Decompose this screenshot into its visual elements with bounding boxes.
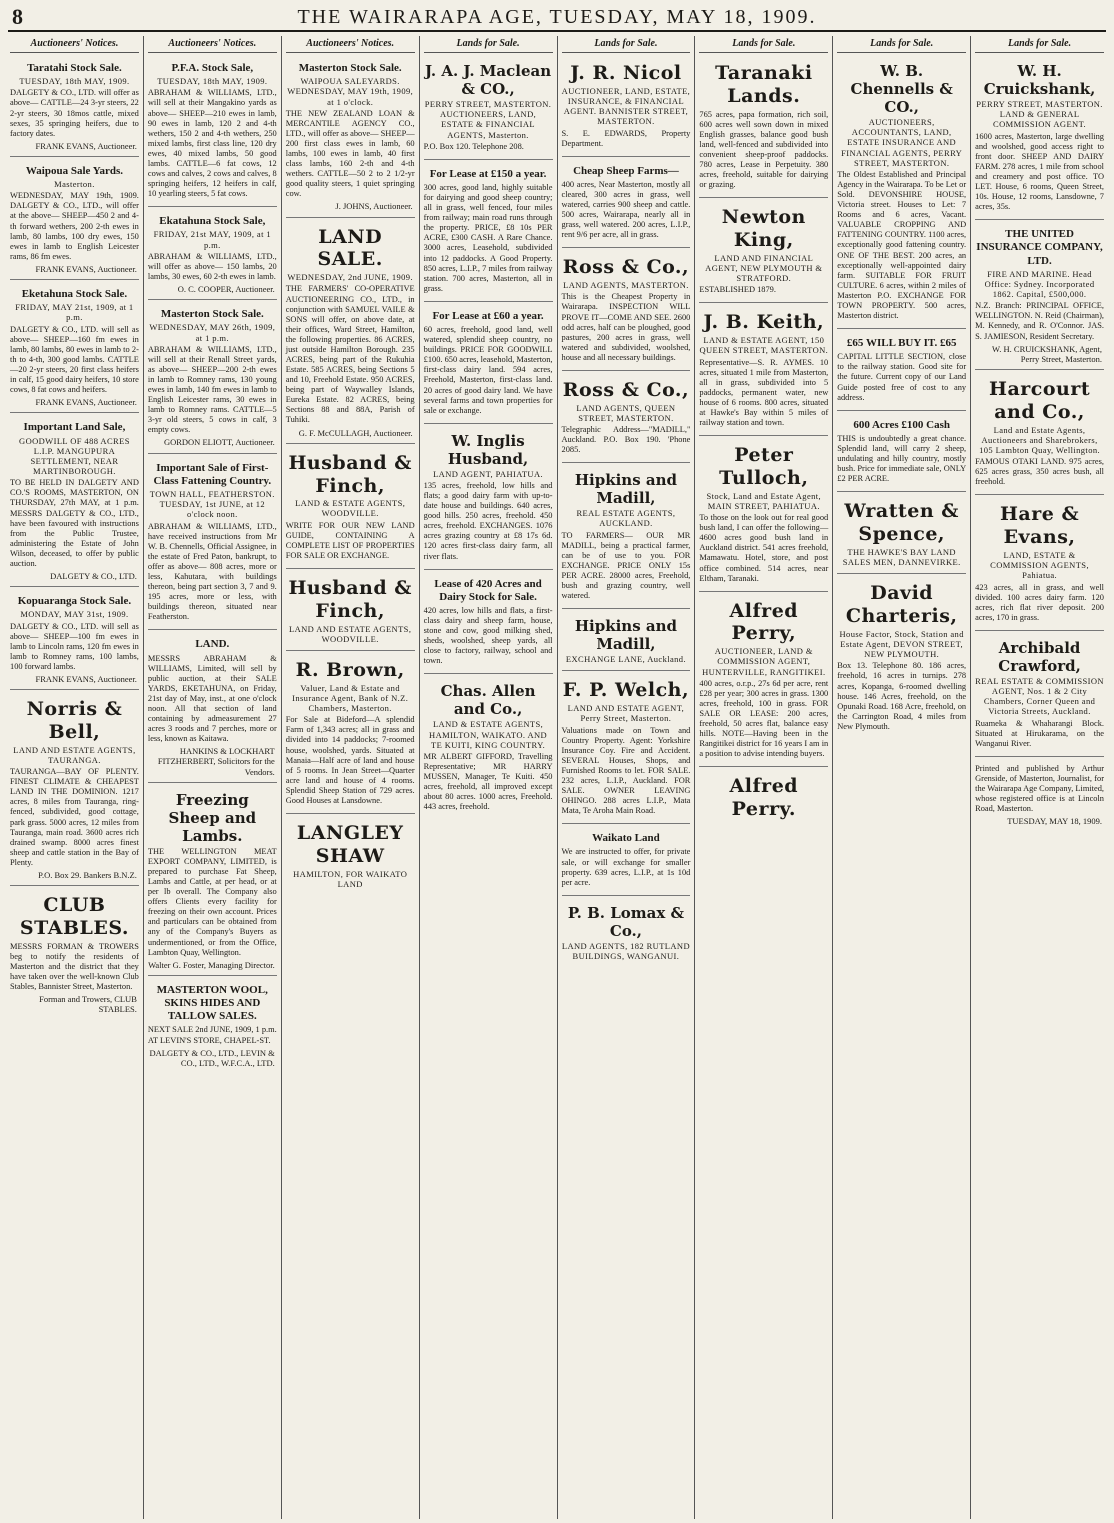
- ad-body: DALGETY & CO., LTD. will sell as above— SHEEP—100 fm ewes in lamb to Lincoln rams, 120 fm ewes in lamb to Romney rams, 100 lambs, 100 forward lambs.: [10, 621, 139, 671]
- ad-heading: W. H. Cruickshank,: [983, 62, 1096, 98]
- ad-subheading: LAND AGENTS, MASTERTON.: [563, 280, 689, 291]
- ad-heading: P.F.A. Stock Sale,: [171, 62, 254, 74]
- advertisement: [699, 200, 828, 303]
- ad-signature: FRANK EVANS, Auctioneer.: [35, 397, 137, 408]
- ad-body: 135 acres, freehold, low hills and flats; a good dairy farm with up-to-date house and buildings. 640 acres, good hills. 250 acres, freehold. 450 acres, freehold. EXCHANGES. 1076 acres grazing country at £8 17s 6d. 120 acres first-class dairy farm, all river flats.: [423, 480, 553, 561]
- advertisement: [10, 415, 139, 587]
- ad-signature: FRANK EVANS, Auctioneer.: [35, 673, 137, 684]
- ad-heading: Masterton Stock Sale.: [160, 308, 264, 321]
- column-category-header: Lands for Sale.: [562, 36, 691, 53]
- ad-body: Representative—S. R. AYMES. 10 acres, situated 1 mile from Masterton, all in grass, subdivided into 5 paddocks, permanent water, new house of 6 rooms. 800 acres, situated at Hawke's Bay within 5 miles of railway station and town.: [699, 357, 829, 428]
- ad-heading: David Charteris,: [845, 582, 958, 628]
- column-3: [282, 36, 420, 1519]
- advertisement: [975, 759, 1104, 832]
- ad-heading: Masterton Stock Sale.: [298, 62, 402, 74]
- column-4: [420, 36, 558, 1519]
- ad-heading: W. B. Chennells & CO.,: [850, 62, 953, 116]
- ad-body: MESSRS FORMAN & TROWERS beg to notify the residents of Masterton and the district that they have taken over the well-known Club Stables, Bannister Street, Masterton.: [10, 941, 139, 991]
- ad-heading: CLUB STABLES.: [19, 894, 129, 939]
- column-category-header: Auctioneers' Notices.: [148, 36, 277, 53]
- ad-body: THE WELLINGTON MEAT EXPORT COMPANY, LIMITED, is prepared to purchase Fat Sheep, Lambs and Cattle, at per head, or at per lb overall. The Company also offers Clients every facility for freezing on their own account. Prices and particulars can be obtained from any of the Company's Buyers as undermentioned, or from the Office, Lambton Quay, Wellington.: [147, 846, 277, 957]
- masthead: [8, 4, 1106, 32]
- ad-heading: LAND SALE.: [317, 225, 383, 271]
- ad-heading: J. B. Keith,: [703, 311, 825, 334]
- ad-body: Valuations made on Town and Country Property. Agent: Yorkshire Insurance Coy. Fire and Accident. SEVERAL Houses, Shops, and Furnished Rooms to let. FOR SALE. 232 acres, L.I.P., Auckland. FOR SALE. OWNER LEAVING OHINGO. 288 acres L.I.P., Mata Mata, Te Aroha Main Road.: [561, 725, 691, 816]
- ad-subheading: HAMILTON, FOR WAIKATO LAND: [293, 868, 408, 889]
- ad-heading: P. B. Lomax & Co.,: [567, 903, 685, 940]
- ad-subheading: GOODWILL OF 488 ACRES L.I.P. MANGUPURA SETTLEMENT, NEAR MARTINBOROUGH.: [19, 435, 130, 477]
- ad-body: FAMOUS OTAKI LAND. 975 acres, 625 acres grass, 350 acres bush, all freehold.: [975, 457, 1104, 487]
- ad-signature: W. H. CRUICKSHANK, Agent, Perry Street, Masterton.: [992, 343, 1102, 364]
- advertisement: [148, 209, 277, 300]
- advertisement: [424, 676, 553, 819]
- ad-heading: Hipkins and Madill,: [574, 617, 677, 654]
- ad-heading: Hare & Evans,: [999, 503, 1080, 549]
- advertisement: [10, 888, 139, 1019]
- advertisement: [975, 56, 1104, 220]
- ad-subheading: LAND, ESTATE & COMMISSION AGENTS, Pahiatua.: [990, 549, 1089, 581]
- ad-body: We are instructed to offer, for private sale, or will exchange for smaller property. 639 acres, L.I.P., at 1s 10d per acre.: [561, 847, 691, 887]
- advertisement: [562, 56, 691, 157]
- ad-heading: Ekatahuna Stock Sale,: [159, 215, 266, 228]
- column-category-header: Auctioneers' Notices.: [10, 36, 139, 53]
- ad-signature: FRANK EVANS, Auctioneer.: [35, 140, 137, 151]
- ad-body: The Oldest Established and Principal Agency in the Wairarapa. To be Let or Sold. DEVONSHIRE HOUSE, Victoria street. Houses to Let: 7 Rooms and 6 acres, Vacant. VALUABLE CROPPING AND FATTENING COUNTRY. 1100 acres, exceptionally good fattening country. ONE OF THE BEST. 200 acres, an exceptionally well-appointed dairy farm. SUITABLE FOR FRUIT CULTURE. 6 acres, within 2 miles of Masterton P.O. EXCHANGE FOR TOWN PROPERTY. 500 acres, Masterton district.: [837, 169, 967, 321]
- advertisement: [424, 162, 553, 302]
- column-2: [144, 36, 282, 1519]
- ad-body: 400 acres, o.r.p., 27s 6d per acre, rent £28 per year; 300 acres in grass. 1300 acres, freehold, 100 in grass. FOR SALE OR LEASE: 200 acres, freehold, 50 acres flat, balance easy hills. NOTE—Having been in the Rangitikei district for 16 years I am in a position to advise intending buyers.: [699, 678, 829, 759]
- ad-heading: Ross & Co.,: [562, 378, 690, 401]
- ad-heading: Waikato Land: [592, 832, 660, 845]
- columns-container: [6, 36, 1108, 1519]
- ad-body: To those on the look out for real good bush land, I can offer the following— 4600 acres good bush land in Auckland district. 541 acres freehold, Mamawatu. Hotel, store, and post office combined. 514 acres, near Eltham, Taranaki.: [699, 513, 829, 583]
- ad-heading: J. R. Nicol: [570, 62, 682, 84]
- advertisement: [286, 220, 415, 444]
- advertisement: [562, 465, 691, 609]
- ad-body: ESTABLISHED 1879.: [699, 285, 776, 295]
- ad-subheading: AUCTIONEERS, ACCOUNTANTS, LAND, ESTATE INSURANCE AND FINANCIAL AGENTS, PERRY STREET, MASTERTON.: [841, 117, 963, 168]
- ad-heading: Waipoua Sale Yards.: [25, 164, 123, 177]
- ad-body: 423 acres, all in grass, and well divided. 100 acres dairy farm. 120 acres, rich flat river deposit. 200 acres, 170 in grass.: [975, 582, 1104, 622]
- advertisement: [424, 304, 553, 424]
- ad-subheading: MONDAY, MAY 31st, 1909.: [20, 609, 129, 620]
- advertisement: [699, 305, 828, 436]
- column-category-header: Lands for Sale.: [837, 36, 966, 53]
- column-category-header: Lands for Sale.: [975, 36, 1104, 53]
- ad-subheading: THE HAWKE'S BAY LAND SALES MEN, DANNEVIRKE.: [842, 546, 961, 568]
- advertisement: [975, 222, 1104, 370]
- ad-subheading: WEDNESDAY, 2nd JUNE, 1909.: [287, 272, 413, 283]
- ad-signature: O. C. COOPER, Auctioneer.: [177, 284, 275, 295]
- advertisement: [975, 497, 1104, 630]
- ad-heading: LAND.: [195, 638, 230, 651]
- ad-heading: W. Inglis Husband,: [447, 431, 529, 468]
- page-number: 8: [12, 4, 23, 29]
- advertisement: [286, 446, 415, 569]
- advertisement: [837, 56, 966, 329]
- ad-heading: LANGLEY SHAW: [296, 822, 404, 867]
- ad-heading: Chas. Allen and Co.,: [440, 682, 536, 719]
- ad-subheading: REAL ESTATE AGENTS, AUCKLAND.: [576, 508, 676, 529]
- advertisement: [562, 250, 691, 371]
- column-6: [695, 36, 833, 1519]
- ad-signature: Walter G. Foster, Managing Director.: [148, 959, 275, 970]
- ad-subheading: WAIPOUA SALEYARDS. WEDNESDAY, MAY 19th, 1909, at 1 o'clock.: [287, 76, 414, 107]
- ad-subheading: TOWN HALL, FEATHERSTON. TUESDAY, 1st JUNE, at 12 o'clock noon.: [149, 489, 275, 520]
- ad-body: MESSRS ABRAHAM & WILLIAMS, Limited, will sell by public auction, at their SALE YARDS, EKETAHUNA, on Friday, 21st day of May, inst., at one o'clock noon. All that section of land containing by admeasurement 27 acres 3 roods and 7 perches, more or less, known as Kaitawa.: [147, 653, 277, 744]
- ad-heading: Hipkins and Madill,: [574, 471, 677, 508]
- ad-subheading: AUCTIONEER, LAND & COMMISSION AGENT, HUNTERVILLE, RANGITIKEI.: [702, 646, 826, 677]
- ad-subheading: Land and Estate Agents, Auctioneers and Sharebrokers, 105 Lambton Quay, Wellington.: [979, 424, 1101, 455]
- ad-body: N.Z. Branch: PRINCIPAL OFFICE, WELLINGTON. N. Reid (Chairman), M. Kennedy, and R. O'Connor. JAS. S. JAMIESON, Resident Secretary.: [975, 301, 1104, 341]
- advertisement: [837, 576, 966, 739]
- ad-heading: Alfred Perry,: [729, 599, 799, 645]
- ad-heading: Wratten & Spence,: [844, 500, 959, 546]
- ad-heading: £65 WILL BUY IT. £65: [846, 337, 957, 350]
- ad-subheading: LAND & ESTATE AGENTS, HAMILTON, WAIKATO. AND TE KUITI, KING COUNTRY.: [429, 719, 548, 750]
- ad-body: TAURANGA—BAY OF PLENTY. FINEST CLIMATE & CHEAPEST LAND IN THE DOMINION. 1217 acres, 8 miles from Tauranga, ring-fenced, subdivided, good cottage, park grass. 5000 acres, 12 miles from Tauranga, main road. 3600 acres rich drained swamp. 8000 acres finest sheep and cattle station in the Bay of Plenty.: [10, 767, 139, 867]
- ad-body: This is the Cheapest Property in Wairarapa. INSPECTION WILL PROVE IT—COME AND SEE. 2600 odd acres, half can be ploughed, good pastures, 200 acres in grass, well watered and subdivided, woolshed, house and all necessary buildings.: [561, 292, 691, 362]
- ad-body: Box 13. Telephone 80. 186 acres, freehold, 16 acres in turnips. 278 acres, Kopanga, 6-roomed dwelling house. 146 Acres, freehold, on the Opunaki Road. 168 Acre, freehold, on the Carrington Road, 4 miles from New Plymouth.: [837, 661, 967, 731]
- advertisement: [424, 572, 553, 675]
- advertisement: [148, 785, 277, 976]
- ad-subheading: PERRY STREET, MASTERTON. LAND & GENERAL COMMISSION AGENT.: [976, 99, 1103, 130]
- advertisement: [837, 331, 966, 411]
- column-1: [6, 36, 144, 1519]
- ad-heading: Important Sale of First-Class Fattening Country.: [153, 461, 272, 487]
- ad-body: P.O. Box 120. Telephone 208.: [423, 141, 524, 151]
- ad-heading: Alfred Perry.: [729, 775, 799, 821]
- ad-heading: Peter Tulloch,: [719, 444, 809, 489]
- advertisement: [975, 372, 1104, 495]
- ad-subheading: LAND AND ESTATE AGENT, Perry Street, Masterton.: [567, 703, 685, 724]
- ad-heading: Norris & Bell,: [26, 698, 123, 743]
- column-8: [971, 36, 1108, 1519]
- ad-heading: Kopuaranga Stock Sale.: [17, 595, 132, 608]
- advertisement: [148, 978, 277, 1073]
- ad-signature: G. F. McCULLAGH, Auctioneer.: [298, 427, 413, 438]
- ad-body: TO BE HELD IN DALGETY AND CO.'S ROOMS, MASTERTON, ON THURSDAY, 27th MAY, at 1 p.m. MESSRS DALGETY & CO., LTD., have been favoured with instructions from the Public Trustee, administering the Estate of John Wilson, deceased, to offer by public auction.: [10, 478, 139, 568]
- ad-subheading: PERRY STREET, MASTERTON. AUCTIONEERS, LAND, ESTATE & FINANCIAL AGENTS, Masterton.: [424, 99, 552, 140]
- ad-subheading: Stock, Land and Estate Agent, MAIN STREET, PAHIATUA.: [706, 490, 822, 511]
- ad-subheading: Valuer, Land & Estate and Insurance Agent, Bank of N.Z. Chambers, Masterton.: [292, 682, 409, 714]
- ad-body: NEXT SALE 2nd JUNE, 1909, 1 p.m. AT LEVIN'S STORE, CHAPEL-ST.: [147, 1025, 277, 1045]
- ad-body: MR ALBERT GIFFORD, Travelling Representative; MR HARRY MUSSEN, Manager, Te Kuiti. 450 acres, freehold, all improved except about 80 acres. 1000 acres, Freehold. 443 acres, freehold.: [423, 751, 553, 812]
- ad-subheading: TUESDAY, 18th MAY, 1909.: [19, 76, 130, 87]
- ad-heading: Harcourt and Co.,: [989, 378, 1091, 423]
- advertisement: [148, 302, 277, 453]
- ad-subheading: LAND & ESTATE AGENT, 150 QUEEN STREET, MASTERTON.: [699, 335, 829, 356]
- ad-body: ABRAHAM & WILLIAMS, LTD., will sell at their Mangakino yards as above— SHEEP—210 ewes in lamb, 90 ewes in lamb, 120 2 and 4-th wethers, 150 2 and 4-th wethers, 250 mixed lambs, first class line, 120 dry ewes, 40 mixed lambs, 50 good lambs. CATTLE—6 fat cows, 12 cows and calves, 2 cows and calves, 8 springing heifers, 12 heifers in calf, 10 yearling steers, 5 fat cows.: [147, 88, 277, 199]
- ad-subheading: FRIDAY, 21st MAY, 1909, at 1 p.m.: [153, 229, 272, 250]
- ad-body: S. E. EDWARDS, Property Department.: [561, 128, 691, 148]
- ad-subheading: WEDNESDAY, MAY 26th, 1909, at 1 p.m.: [149, 322, 276, 343]
- ad-heading: R. Brown,: [295, 658, 405, 681]
- advertisement: [562, 898, 691, 967]
- ad-heading: Cheap Sheep Farms—: [573, 164, 679, 177]
- ad-subheading: LAND AGENT, PAHIATUA.: [433, 468, 544, 479]
- ad-signature: FRANK EVANS, Auctioneer.: [35, 263, 137, 274]
- ad-heading: Lease of 420 Acres and Dairy Stock for Sale.: [434, 577, 542, 603]
- ad-heading: Freezing Sheep and Lambs.: [168, 790, 257, 845]
- ad-body: ABRAHAM & WILLIAMS, LTD., will offer as above— 150 lambs, 20 lambs, 30 ewes, 60 2-th ewes in lamb.: [147, 251, 277, 281]
- ad-heading: Husband & Finch,: [288, 451, 412, 497]
- ad-body: THE NEW ZEALAND LOAN & MERCANTILE AGENCY CO., LTD., will offer as above— SHEEP—200 first class ewes in lamb, 60 lambs, 100 ewes in lamb, 40 first class lambs, 160 2-th and 4-th wethers. CATTLE—50 2 to 2 1/2-yr good quality steers, 1 quiet springing cow.: [285, 108, 415, 199]
- advertisement: [699, 594, 828, 768]
- ad-heading: 600 Acres £100 Cash: [853, 418, 951, 431]
- advertisement: [10, 692, 139, 886]
- ad-body: DALGETY & CO., LTD. will sell as above— SHEEP—160 fm ewes in lamb, 80 lambs, 80 ewes in lamb to 2-th to 4-th, 300 good lambs. CATTLE—20 2-yr steers, 20 first class heifers in calf, 15 good dairy heifers, 10 store cows, 8 fat cows and heifers.: [10, 324, 139, 395]
- ad-signature: DALGETY & CO., LTD., LEVIN & CO., LTD., W.F.C.A., LTD.: [149, 1047, 275, 1068]
- ad-subheading: LAND AND FINANCIAL AGENT, NEW PLYMOUTH & STRATFORD.: [705, 252, 823, 284]
- ad-body: WEDNESDAY, MAY 19th, 1909. DALGETY & CO., LTD., will offer at the above— SHEEP—450 2 and 4-th forward wethers, 200 2-th ewes in lamb, 80 lambs, 100 dry ewes, 150 ewes in lamb to English Leicester rams, 86 fm ewes.: [10, 191, 139, 261]
- advertisement: [424, 56, 553, 160]
- advertisement: [699, 769, 828, 827]
- ad-heading: J. A. J. Maclean & CO.,: [424, 62, 552, 98]
- ad-body: Ruameka & Whaharangi Block. Situated at Hirukarama, on the Wanganui River.: [975, 718, 1104, 748]
- advertisement: [699, 56, 828, 198]
- column-5: [558, 36, 696, 1519]
- ad-subheading: LAND & ESTATE AGENTS, WOODVILLE.: [295, 498, 406, 519]
- ad-heading: Eketahuna Stock Sale.: [21, 288, 128, 301]
- ad-body: 300 acres, good land, highly suitable for dairying and good sheep country; all in grass, well fenced, four miles from railway; main road runs through the property. PRICE, £8 10s PER ACRE, £300 CASH. A Rare Chance. 3000 acres, Leasehold, subdivided into 12 paddocks. A Good Property. 850 acres, L.I.P., 7 miles from railway station. 700 acres, Masterton, all in grass.: [423, 183, 553, 293]
- advertisement: [10, 589, 139, 690]
- advertisement: [837, 413, 966, 493]
- ad-subheading: LAND AND ESTATE AGENTS, TAURANGA.: [13, 744, 136, 765]
- ad-heading: Husband & Finch,: [288, 576, 412, 622]
- ad-body: 60 acres, freehold, good land, well watered, splendid sheep country, no buildings. PRICE FOR GOODWILL £100. 650 acres, leasehold, Masterton, first-class dairy land. 594 acres, Freehold, Masterton, first-class land. 20 acres of good dairy land. We have several farms and town properties for sale or exchange.: [423, 325, 553, 415]
- ad-signature: HANKINS & LOCKHART FITZHERBERT, Solicitors for the Vendors.: [157, 746, 275, 777]
- advertisement: [699, 438, 828, 592]
- advertisement: [286, 56, 415, 218]
- advertisement: [562, 826, 691, 896]
- ad-signature: GORDON ELIOTT, Auctioneer.: [163, 437, 275, 448]
- ad-body: TO FARMERS— OUR MR MADILL, being a practical farmer, can be of use to you. FOR EXCHANGE. PRICE ONLY 15s PER ACRE. 28000 acres, Freehold, bush and grazing country, well watered.: [561, 530, 691, 601]
- ad-body: 420 acres, low hills and flats, a first-class dairy and sheep farm, house, stone and cow, good milking shed, sheds, woolshed, sheep yards, all close to factory, railway, school and town.: [423, 605, 553, 666]
- ad-body: 400 acres, Near Masterton, mostly all cleared, 300 acres in grass, well watered, carries 900 sheep and cattle. 500 acres, Wairarapa, nearly all in grass, well watered. 200 acres, L.I.P., rent 9/6 per acre, all in grass.: [561, 179, 691, 240]
- ad-body: 765 acres, papa formation, rich soil, 600 acres well sown down in mixed English grasses, balance good bush land, well-fenced and subdivided into convenient sheep-proof paddocks. 780 acres, Lease in Perpetuity. 380 acres, freehold, suitable for dairying or grazing.: [699, 109, 829, 190]
- ad-heading: Taranaki Lands.: [715, 62, 813, 107]
- ad-body: Telegraphic Address—"MADILL," Auckland. P.O. Box 190. 'Phone 2085.: [561, 425, 691, 455]
- advertisement: [837, 494, 966, 574]
- ad-subheading: REAL ESTATE & COMMISSION AGENT, Nos. 1 & 2 City Chambers, Corner Queen and Victoria Streets, Auckland.: [975, 675, 1104, 717]
- column-category-header: Lands for Sale.: [699, 36, 828, 53]
- advertisement: [10, 159, 139, 280]
- ad-subheading: TUESDAY, 18th MAY, 1909.: [157, 76, 268, 87]
- ad-signature: Forman and Trowers, CLUB STABLES.: [39, 994, 137, 1015]
- ad-heading: Newton King,: [721, 206, 806, 252]
- ad-body: WRITE FOR OUR NEW LAND GUIDE, CONTAINING A COMPLETE LIST OF PROPERTIES FOR SALE OR EXCHANGE.: [285, 520, 415, 560]
- ad-body: ABRAHAM & WILLIAMS, LTD., will sell at their Renall Street yards, as above— SHEEP—200 2-th ewes in lamb to Romney rams, 130 young ewes in lamb, 140 fm ewes in lamb to English Leicester rams, 30 ewes in lamb to Romney rams. CATTLE—5 3-yr old steers, 5 cows in calf, 3 empty cows.: [147, 344, 277, 435]
- ad-signature: TUESDAY, MAY 18, 1909.: [1007, 816, 1102, 827]
- ad-signature: P.O. Box 29. Bankers B.N.Z.: [38, 869, 137, 880]
- ad-heading: F. P. Welch,: [562, 679, 690, 702]
- ad-heading: For Lease at £60 a year.: [432, 309, 544, 322]
- column-7: [833, 36, 971, 1519]
- advertisement: [148, 456, 277, 631]
- column-category-header: Auctioneers' Notices.: [286, 36, 415, 53]
- ad-body: THIS is undoubtedly a great chance. Splendid land, will carry 2 sheep, undulating and hilly country, mostly bush. Price for immediate sale, ONLY £2 PER ACRE.: [837, 433, 967, 484]
- advertisement: [10, 56, 139, 157]
- ad-body: For Sale at Bideford—A splendid Farm of 1,343 acres; all in grass and divided into 14 paddocks; 7-roomed house, woolshed, yards. Situated at Manaia—Half acre of land and house of 5 rooms. In Jean Street—Quarter acre land and house of 4 rooms. Splendid Sheep Station of 729 acres. Good Houses at Lansdowne.: [285, 715, 415, 805]
- advertisement: [148, 56, 277, 207]
- newspaper-title: THE WAIRARAPA AGE, TUESDAY, MAY 18, 1909.: [297, 6, 817, 28]
- ad-subheading: FRIDAY, MAY 21st, 1909, at 1 p.m.: [15, 302, 134, 323]
- advertisement: [562, 373, 691, 463]
- ad-subheading: LAND AGENTS, 182 RUTLAND BUILDINGS, WANGANUI.: [561, 940, 690, 961]
- ad-body: ABRAHAM & WILLIAMS, LTD., have received instructions from Mr W. B. Chennells, Official Assignee, in the estate of Fred Paton, bankrupt, to offer as above— 808 acres, more or less, Kahutara, with buildings thereon, being part section 3, 7 and 9. 195 acres, more or less, with buildings thereon, situated near Featherston.: [147, 521, 277, 622]
- ad-signature: DALGETY & CO., LTD.: [50, 571, 137, 581]
- advertisement: [562, 159, 691, 249]
- advertisement: [424, 426, 553, 570]
- ad-subheading: LAND AND ESTATE AGENTS, WOODVILLE.: [289, 623, 412, 644]
- ad-heading: For Lease at £150 a year.: [429, 167, 547, 180]
- ad-body: THE FARMERS' CO-OPERATIVE AUCTIONEERING CO., LTD., in conjunction with SAMUEL VAILE & SONS will offer, on above date, at their offices, Ward Street, Hamilton, the following properties. 86 ACRES, just outside Hamilton Borough. 235 ACRES, being part of the Rukuhia Estate. 585 ACRES, being Sections 5 and 10, Freehold Estate. 950 ACRES, being part of Waywalley Islands, Eureka Estate. 82 ACRES, being Sections 88 and 88A, Parish of Tuhiki.: [285, 284, 415, 425]
- advertisement: [286, 571, 415, 651]
- ad-subheading: EXCHANGE LANE, Auckland.: [565, 654, 686, 665]
- ad-subheading: Masterton.: [54, 179, 95, 190]
- advertisement: [975, 633, 1104, 757]
- advertisement: [562, 611, 691, 671]
- ad-subheading: AUCTIONEER, LAND, ESTATE, INSURANCE, & FINANCIAL AGENT. BANNISTER STREET, MASTERTON.: [561, 85, 691, 127]
- advertisement: [286, 816, 415, 895]
- ad-body: CAPITAL LITTLE SECTION, close to the railway station. Good site for the future. Current copy of our Land Guide posted free of cost to any address.: [837, 352, 967, 402]
- ad-heading: THE UNITED INSURANCE COMPANY, LTD.: [976, 228, 1103, 267]
- ad-body: 1600 acres, Masterton, large dwelling and woolshed, good access right to front door. SHEEP AND DAIRY FARM. 278 acres, 1 mile from school and creamery and post office. TO LET. House, 6 rooms, Queen Street, 10s. House, 12 rooms, Lansdowne, 7 acres, 35s.: [975, 131, 1104, 212]
- advertisement: [286, 653, 415, 814]
- ad-subheading: LAND AGENTS, QUEEN STREET, MASTERTON.: [576, 402, 676, 423]
- ad-heading: Ross & Co.,: [562, 256, 690, 279]
- ad-body: Printed and published by Arthur Grenside, of Masterton, Journalist, for the Wairarapa Age Company, Limited, whose registered office is at Lincoln Road, Masterton.: [975, 763, 1104, 814]
- advertisement: [10, 282, 139, 413]
- ad-body: DALGETY & CO., LTD. will offer as above— CATTLE—24 3-yr steers, 22 2-yr steers, 30 18mos cattle, mixed sexes, 35 springing heifers, due to factory dates.: [10, 88, 139, 138]
- advertisement: [148, 632, 277, 782]
- ad-heading: Archibald Crawford,: [998, 638, 1081, 675]
- ad-heading: Important Land Sale,: [23, 421, 126, 434]
- advertisement: [562, 673, 691, 824]
- ad-subheading: House Factor, Stock, Station and Estate Agent, DEVON STREET, NEW PLYMOUTH.: [839, 628, 964, 660]
- ad-heading: MASTERTON WOOL, SKINS HIDES AND TALLOW SALES.: [156, 983, 268, 1023]
- ad-signature: J. JOHNS, Auctioneer.: [335, 201, 413, 212]
- column-category-header: Lands for Sale.: [424, 36, 553, 53]
- ad-heading: Taratahi Stock Sale.: [27, 62, 122, 74]
- ad-subheading: FIRE AND MARINE. Head Office: Sydney. Incorporated 1862. Capital, £500,000.: [984, 268, 1095, 300]
